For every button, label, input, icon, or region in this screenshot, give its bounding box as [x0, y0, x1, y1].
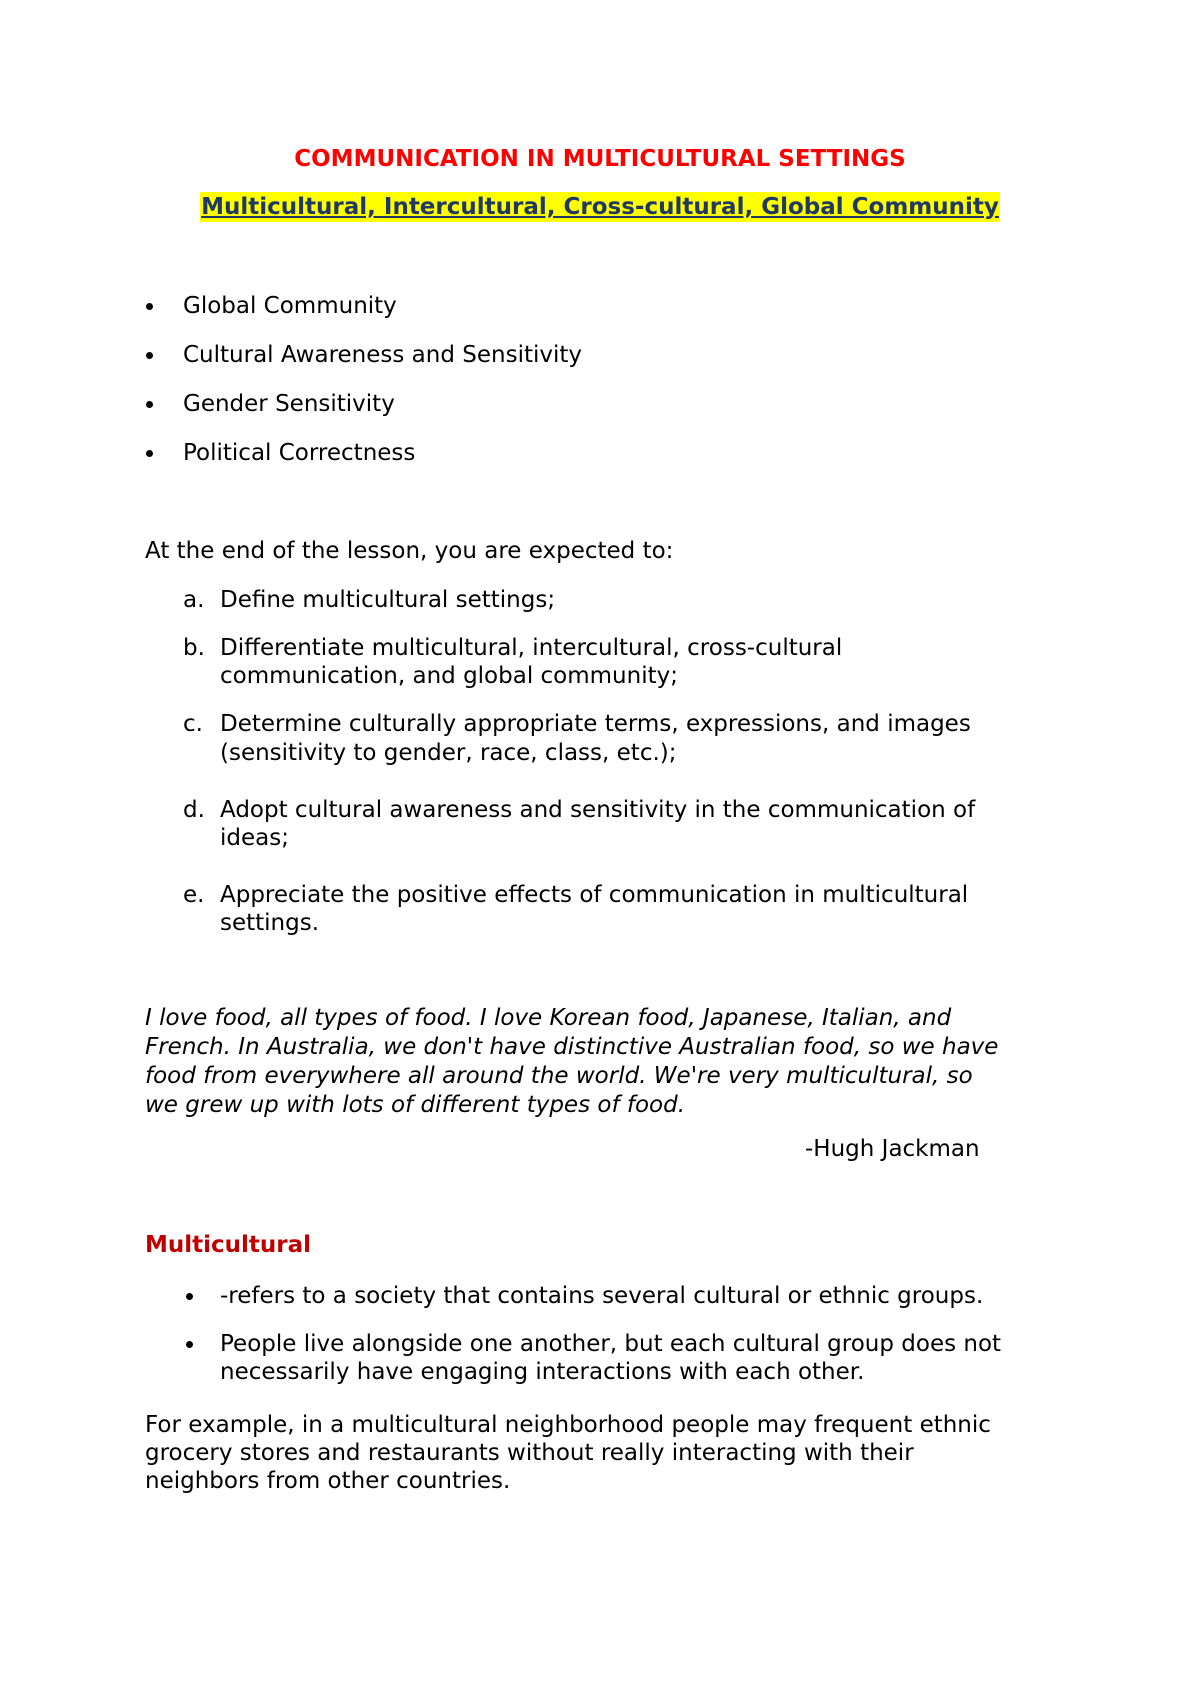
quote-line: French. In Australia, we don't have distinctive Australian food, so we have: [145, 1034, 999, 1060]
quote-line: I love food, all types of food. I love Korean food, Japanese, Italian, and: [145, 1005, 952, 1031]
example-line: neighbors from other countries.: [145, 1468, 511, 1494]
objective-text: Adopt cultural awareness and sensitivity in the communication of: [220, 797, 976, 823]
objectives-intro: At the end of the lesson, you are expected to:: [145, 538, 674, 564]
bullet-icon: [186, 1341, 193, 1348]
multicultural-bullet-text: -refers to a society that contains several cultural or ethnic groups.: [220, 1283, 984, 1309]
objective-text: ideas;: [220, 825, 289, 851]
objective-letter: a.: [183, 587, 205, 613]
example-line: grocery stores and restaurants without really interacting with their: [145, 1440, 914, 1466]
multicultural-bullet-text: People live alongside one another, but each cultural group does not: [220, 1331, 1002, 1357]
objective-text: (sensitivity to gender, race, class, etc.);: [220, 740, 677, 766]
bullet-icon: [146, 450, 153, 457]
objective-text: Determine culturally appropriate terms, expressions, and images: [220, 711, 971, 737]
objective-letter: e.: [183, 882, 205, 908]
subtitle-container: [0, 192, 1200, 222]
objective-text: settings.: [220, 910, 320, 936]
example-line: For example, in a multicultural neighborhood people may frequent ethnic: [145, 1412, 991, 1438]
objective-letter: b.: [183, 635, 205, 661]
quote-line: we grew up with lots of different types of food.: [145, 1092, 686, 1118]
multicultural-bullet-text: necessarily have engaging interactions with each other.: [220, 1359, 865, 1385]
bullet-icon: [146, 352, 153, 359]
objective-text: Differentiate multicultural, intercultural, cross-cultural: [220, 635, 843, 661]
objective-text: communication, and global community;: [220, 663, 678, 689]
topic-item: Cultural Awareness and Sensitivity: [183, 342, 583, 368]
topic-item: Gender Sensitivity: [183, 391, 395, 417]
bullet-icon: [146, 401, 153, 408]
document-subtitle: Multicultural, Intercultural, Cross-cultural, Global Community: [201, 194, 999, 220]
topic-item: Global Community: [183, 293, 397, 319]
document-title: COMMUNICATION IN MULTICULTURAL SETTINGS: [294, 146, 906, 172]
objective-letter: c.: [183, 711, 203, 737]
objective-text: Appreciate the positive effects of communication in multicultural: [220, 882, 969, 908]
bullet-icon: [186, 1293, 193, 1300]
quote-attribution: -Hugh Jackman: [805, 1136, 980, 1162]
bullet-icon: [146, 303, 153, 310]
quote-line: food from everywhere all around the world. We're very multicultural, so: [145, 1063, 973, 1089]
quote-block: [145, 1004, 1065, 1120]
section-heading-multicultural: Multicultural: [145, 1232, 312, 1258]
objective-letter: d.: [183, 797, 205, 823]
topic-item: Political Correctness: [183, 440, 416, 466]
objective-text: Define multicultural settings;: [220, 587, 556, 613]
